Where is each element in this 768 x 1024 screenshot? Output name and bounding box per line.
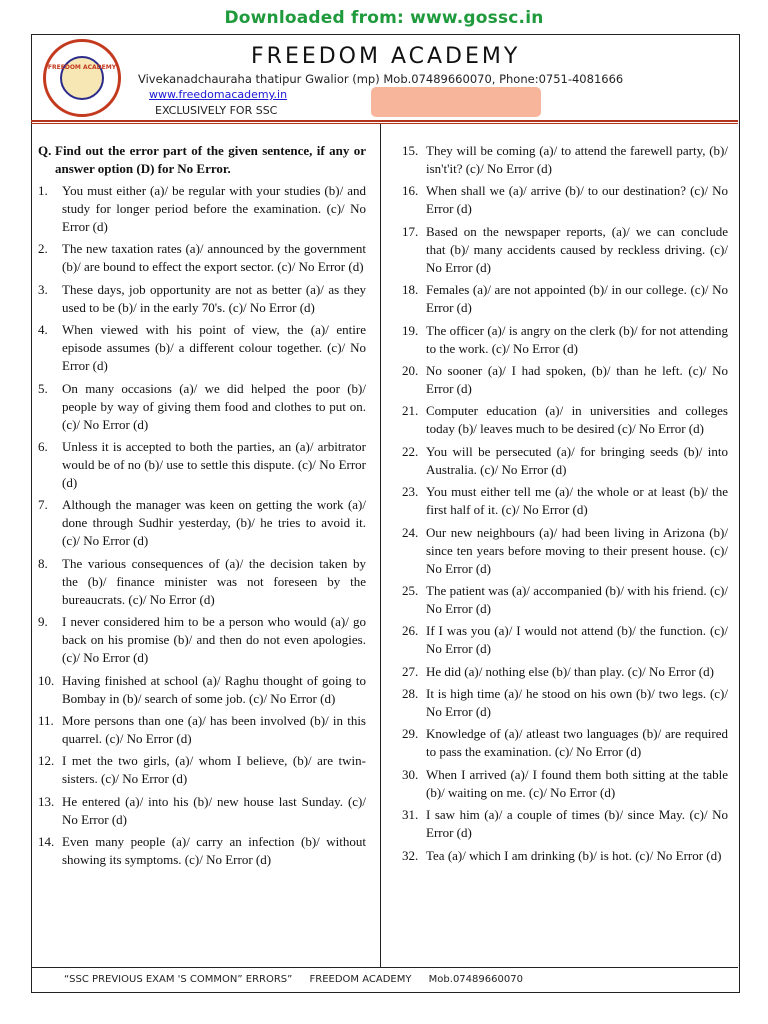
- instruction-label: Q.: [38, 143, 52, 158]
- footer-title: “SSC PREVIOUS EXAM 'S COMMON” ERRORS”: [64, 974, 293, 985]
- question-text: Knowledge of (a)/ atleast two languages (b)/ are required to pass the examination. (c)/ No Error (d): [426, 726, 728, 760]
- footer-mobile: Mob.07489660070: [428, 974, 523, 985]
- question-list-left: [38, 182, 366, 869]
- question-item: [402, 806, 728, 842]
- question-item: [402, 223, 728, 277]
- question-text: You must either (a)/ be regular with your studies (b)/ and study for longer period before the examination. (c)/ No Error (d): [62, 183, 366, 234]
- academy-tagline: EXCLUSIVELY FOR SSC: [155, 104, 278, 117]
- header-rule-thin: [31, 123, 738, 124]
- question-text: You will be persecuted (a)/ for bringing seeds (b)/ into Australia. (c)/ No Error (d): [426, 443, 728, 477]
- question-number: 24.: [402, 524, 419, 540]
- question-item: [38, 672, 366, 708]
- question-number: 30.: [402, 766, 419, 782]
- question-number: 23.: [402, 484, 419, 500]
- question-item: [402, 281, 728, 317]
- question-text: Based on the newspaper reports, (a)/ we can conclude that (b)/ many accidents caused by reckless driving. (c)/ No Error (d): [426, 223, 728, 275]
- question-number: 26.: [402, 623, 419, 639]
- column-divider: [380, 124, 381, 967]
- question-text: When I arrived (a)/ I found them both sitting at the table (b)/ waiting on me. (c)/ No Error (d): [426, 766, 728, 800]
- question-text: Even many people (a)/ carry an infection (b)/ without showing its symptoms. (c)/ No Error (d): [62, 834, 366, 868]
- question-number: 25.: [402, 582, 419, 598]
- page-footer: [64, 974, 537, 985]
- question-number: 4.: [38, 322, 48, 338]
- question-text: I met the two girls, (a)/ whom I believe, (b)/ are twin-sisters. (c)/ No Error (d): [62, 753, 366, 787]
- question-item: [38, 182, 366, 236]
- question-item: [38, 240, 366, 276]
- logo-emblem-icon: [60, 56, 104, 100]
- question-number: 12.: [38, 753, 55, 769]
- question-number: 6.: [38, 438, 48, 454]
- question-text: Our new neighbours (a)/ had been living in Arizona (b)/ since ten years before moving to their present house. (c)/ No Error (d): [426, 524, 728, 576]
- question-number: 32.: [402, 847, 419, 863]
- question-text: Tea (a)/ which I am drinking (b)/ is hot. (c)/ No Error (d): [426, 847, 722, 863]
- instruction: [38, 142, 366, 178]
- question-text: Computer education (a)/ in universities and colleges today (b)/ leaves much to be desired (c)/ No Error (d): [426, 403, 728, 437]
- question-text: The patient was (a)/ accompanied (b)/ with his friend. (c)/ No Error (d): [426, 582, 728, 616]
- logo-text: FREEDOM ACADEMY: [47, 64, 117, 71]
- question-item: [402, 663, 728, 681]
- page-header: [31, 34, 738, 120]
- question-text: On many occasions (a)/ we did helped the poor (b)/ people by way of giving them food and clothes to put on. (c)/ No Error (d): [62, 380, 366, 432]
- question-item: [402, 362, 728, 398]
- left-column: [38, 142, 366, 873]
- question-number: 7.: [38, 497, 48, 513]
- question-item: [402, 582, 728, 618]
- question-text: More persons than one (a)/ has been involved (b)/ in this quarrel. (c)/ No Error (d): [62, 712, 366, 746]
- question-number: 21.: [402, 403, 419, 419]
- question-text: If I was you (a)/ I would not attend (b)/ the function. (c)/ No Error (d): [426, 623, 728, 657]
- question-item: [402, 847, 728, 865]
- question-text: He did (a)/ nothing else (b)/ than play. (c)/ No Error (d): [426, 663, 714, 679]
- question-number: 20.: [402, 362, 419, 378]
- question-item: [38, 496, 366, 550]
- question-text: He entered (a)/ into his (b)/ new house last Sunday. (c)/ No Error (d): [62, 793, 366, 827]
- question-text: I saw him (a)/ a couple of times (b)/ since May. (c)/ No Error (d): [426, 807, 728, 841]
- question-text: The new taxation rates (a)/ announced by the government (b)/ are bound to effect the export sector. (c)/ No Error (d): [62, 241, 366, 275]
- question-item: [38, 438, 366, 492]
- right-column: [402, 142, 728, 869]
- question-number: 31.: [402, 807, 419, 823]
- question-text: Unless it is accepted to both the parties, an (a)/ arbitrator would be of no (b)/ use to settle this dispute. (c)/ No Error (d): [62, 438, 366, 490]
- question-number: 11.: [38, 712, 54, 728]
- question-number: 14.: [38, 834, 55, 850]
- question-text: It is high time (a)/ he stood on his own (b)/ two legs. (c)/ No Error (d): [426, 686, 728, 720]
- question-item: [38, 752, 366, 788]
- question-text: You must either tell me (a)/ the whole or at least (b)/ the first half of it. (c)/ No Error (d): [426, 484, 728, 518]
- question-item: [38, 555, 366, 609]
- question-number: 15.: [402, 143, 419, 158]
- question-number: 13.: [38, 793, 55, 809]
- question-list-right: [402, 142, 728, 865]
- question-text: The officer (a)/ is angry on the clerk (b)/ for not attending to the work. (c)/ No Error (d): [426, 322, 728, 356]
- question-text: They will be coming (a)/ to attend the farewell party, (b)/ isn't'it? (c)/ No Error (d): [426, 143, 728, 176]
- question-number: 29.: [402, 726, 419, 742]
- question-number: 27.: [402, 663, 419, 679]
- instruction-text: Find out the error part of the given sentence, if any or answer option (D) for No Error.: [55, 143, 366, 176]
- question-item: [402, 483, 728, 519]
- question-item: [402, 402, 728, 438]
- question-item: [402, 322, 728, 358]
- question-item: [38, 281, 366, 317]
- question-text: Having finished at school (a)/ Raghu thought of going to Bombay in (b)/ search of some job. (c)/ No Error (d): [62, 672, 366, 706]
- question-number: 16.: [402, 183, 419, 199]
- question-text: No sooner (a)/ I had spoken, (b)/ than he left. (c)/ No Error (d): [426, 362, 728, 396]
- question-item: [402, 622, 728, 658]
- question-number: 1.: [38, 183, 48, 198]
- question-number: 28.: [402, 686, 419, 702]
- download-banner: Downloaded from: www.gossc.in: [224, 8, 544, 28]
- question-text: When viewed with his point of view, the (a)/ entire episode assumes (b)/ a different colour together. (c)/ No Error (d): [62, 322, 366, 374]
- question-text: Although the manager was keen on getting the work (a)/ done through Sudhir yesterday, (b)/ he tries to avoid it. (c)/ No Error (d): [62, 497, 366, 549]
- question-item: [402, 725, 728, 761]
- question-item: [38, 712, 366, 748]
- question-item: [402, 443, 728, 479]
- question-item: [38, 833, 366, 869]
- question-number: 2.: [38, 241, 48, 257]
- question-number: 17.: [402, 223, 419, 239]
- question-number: 3.: [38, 281, 48, 297]
- question-text: The various consequences of (a)/ the decision taken by the (b)/ finance minister was not foreseen by the bureaucrats. (c)/ No Error (d): [62, 555, 366, 607]
- question-text: These days, job opportunity are not as better (a)/ as they used to be (b)/ in the early 70's. (c)/ No Error (d): [62, 281, 366, 315]
- footer-rule: [31, 967, 738, 968]
- question-number: 8.: [38, 555, 48, 571]
- question-text: Females (a)/ are not appointed (b)/ in our college. (c)/ No Error (d): [426, 282, 728, 316]
- question-number: 9.: [38, 614, 48, 630]
- question-item: [38, 613, 366, 667]
- question-item: [38, 321, 366, 375]
- question-item: [402, 524, 728, 578]
- question-number: 19.: [402, 322, 419, 338]
- question-item: [402, 182, 728, 218]
- academy-title: FREEDOM ACADEMY: [251, 44, 521, 69]
- question-number: 22.: [402, 443, 419, 459]
- question-item: [402, 766, 728, 802]
- question-number: 5.: [38, 380, 48, 396]
- header-rule: [31, 120, 738, 122]
- question-item: [402, 142, 728, 178]
- question-number: 18.: [402, 282, 419, 298]
- redacted-stamp: [371, 87, 541, 117]
- question-item: [38, 380, 366, 434]
- question-item: [38, 793, 366, 829]
- question-text: I never considered him to be a person who would (a)/ go back on his promise (b)/ and then do not even apologies. (c)/ No Error (d): [62, 614, 366, 666]
- footer-brand: FREEDOM ACADEMY: [309, 974, 412, 985]
- question-text: When shall we (a)/ arrive (b)/ to our destination? (c)/ No Error (d): [426, 183, 728, 217]
- academy-website-link[interactable]: www.freedomacademy.in: [149, 88, 288, 101]
- academy-address: Vivekanadchauraha thatipur Gwalior (mp) Mob.07489660070, Phone:0751-4081666: [138, 72, 624, 86]
- academy-logo: [43, 39, 121, 117]
- question-number: 10.: [38, 672, 55, 688]
- question-item: [402, 685, 728, 721]
